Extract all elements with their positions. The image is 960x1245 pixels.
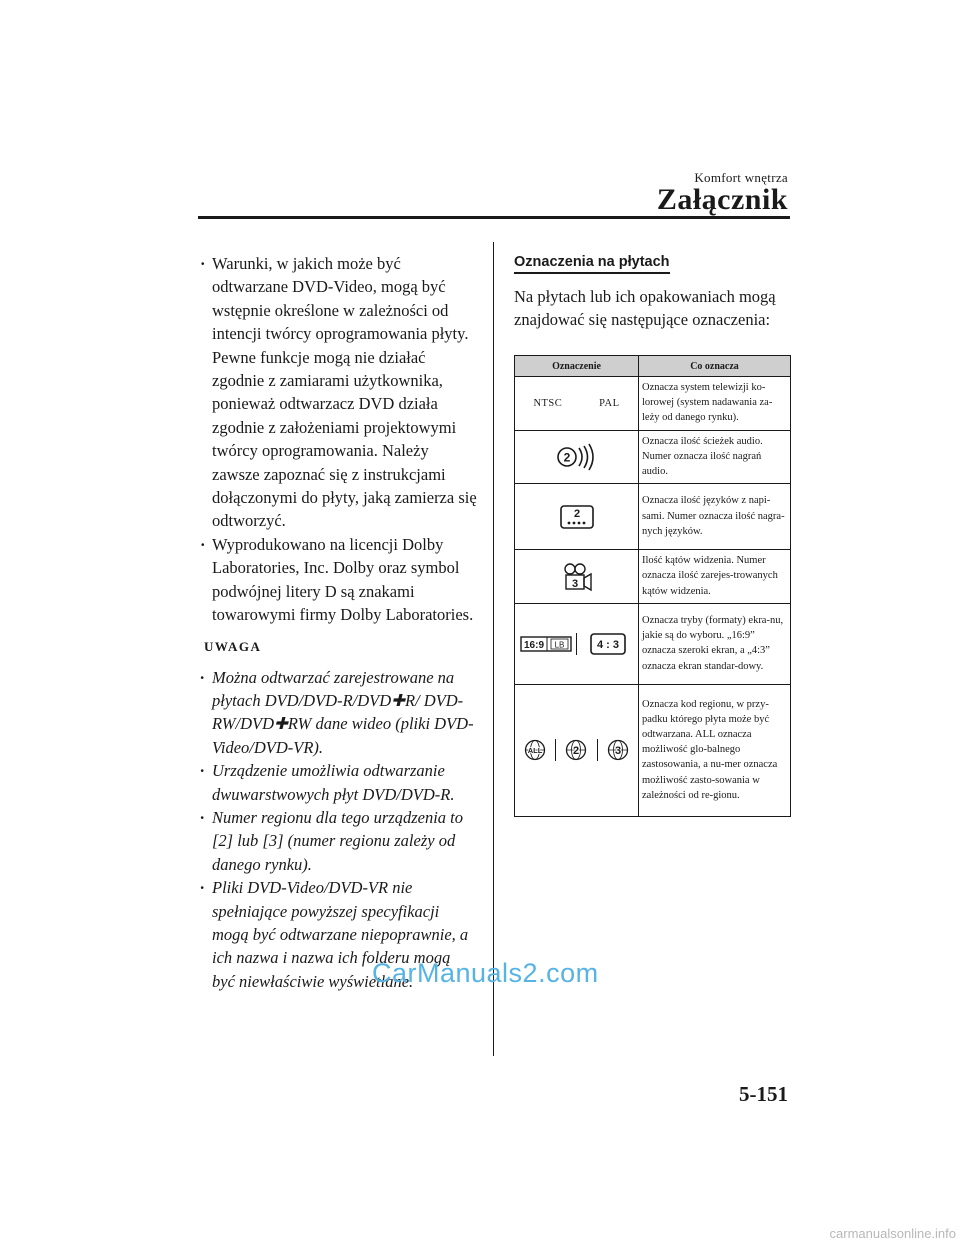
note-item: · Pliki DVD-Video/DVD-VR nie spełniające powyższej specyfikacji mogą być odtwarzane niepoprawnie, a ich nazwa i nazwa ich folderu mogą być niewłaściwie wyświetlane.: [197, 876, 477, 993]
note-item: · Można odtwarzać zarejestrowane na płytach DVD/DVD-R/DVD✚R/ DVD-RW/DVD✚RW dane wideo (pliki DVD-Video/DVD-VR).: [197, 666, 477, 760]
table-row: [515, 550, 791, 604]
audio-tracks-number: 2: [563, 450, 570, 465]
region-2-label: 2: [573, 745, 580, 758]
note-title: UWAGA: [204, 638, 262, 654]
page-title: Załącznik: [656, 183, 788, 216]
camera-angles-number: 3: [571, 577, 578, 590]
desc-cell: Oznacza ilość języków z napi-sami. Numer oznacza ilość nagra-nych języków.: [639, 484, 791, 550]
column-divider: [493, 242, 494, 1056]
table-row: [515, 430, 791, 484]
header-rule: [198, 216, 790, 219]
subtitles-icon: [515, 505, 638, 529]
letterbox-label: LB: [554, 640, 564, 650]
left-column: [197, 252, 477, 993]
note-item: · Urządzenie umożliwia odtwarzanie dwuwarstwowych płyt DVD/DVD-R.: [197, 759, 477, 806]
table-header-row: [515, 356, 791, 377]
desc-cell: Oznacza kod regionu, w przy-padku którego płyta może być odtwarzana. ALL oznacza możliwość glo-balnego zastosowania, a nu-mer oznacza możliwość zasto-sowania w zależności od re-gionu.: [639, 684, 791, 816]
table-row: [515, 684, 791, 816]
page-number: 5-151: [739, 1082, 788, 1106]
disc-marks-table: [514, 355, 791, 817]
table-row: [515, 603, 791, 684]
table-row: [515, 377, 791, 431]
widescreen-label: 16:9: [523, 639, 544, 651]
footer-watermark: carmanualsonline.info: [829, 1226, 956, 1241]
widescreen-mark: [515, 633, 576, 655]
standard-screen-mark: [576, 633, 638, 655]
ntsc-mark: NTSC: [533, 397, 563, 409]
region-all-icon: [515, 739, 555, 761]
audio-tracks-icon: [515, 442, 638, 472]
mark-cell: [515, 603, 639, 684]
desc-cell: Ilość kątów widzenia. Numer oznacza ilość zarejes-trowanych kątów widzenia.: [639, 550, 791, 604]
right-column: [514, 253, 790, 332]
desc-cell: Oznacza system telewizji ko-lorowej (system nadawania za-leży od danego rynku).: [639, 377, 791, 431]
region-3-icon: [597, 739, 638, 761]
mark-cell: [515, 550, 639, 604]
header-mark: Oznaczenie: [515, 356, 639, 377]
table-row: [515, 484, 791, 550]
subtitles-number: 2: [573, 507, 580, 520]
bullet-item: · Warunki, w jakich może być odtwarzane DVD-Video, mogą być wstępnie określone w zależności od intencji twórcy oprogramowania płyty. Pewne funkcje mogą nie działać zgodnie z zamiarami użytkownika, ponieważ odtwarzacz DVD działa zgodnie z założeniami projektowymi twórcy oprogramowania. Należy zawsze zapoznać się z instrukcjami dołączonymi do płyty, jaką zamierza się odtworzyć.: [197, 252, 477, 533]
region-2-icon: [555, 739, 596, 761]
intro-text: Na płytach lub ich opakowaniach mogą znajdować się następujące oznaczenia:: [514, 287, 776, 330]
watermark: CarManuals2.com: [372, 958, 599, 988]
header-meaning: Co oznacza: [639, 356, 791, 377]
mark-cell: [515, 377, 639, 431]
bullet-list: [197, 252, 477, 627]
note-list: [197, 666, 477, 994]
camera-angles-icon: [515, 562, 638, 592]
note-item: · Numer regionu dla tego urządzenia to [2] lub [3] (numer regionu zależy od danego rynku).: [197, 806, 477, 876]
desc-cell: Oznacza ilość ścieżek audio. Numer oznacza ilość nagrań audio.: [639, 430, 791, 484]
region-3-label: 3: [614, 745, 621, 758]
mark-cell: [515, 484, 639, 550]
mark-cell: [515, 430, 639, 484]
section-label: Komfort wnętrza: [694, 170, 788, 185]
section-title: Oznaczenia na płytach: [514, 254, 670, 274]
mark-cell: [515, 684, 639, 816]
standard-screen-label: 4 : 3: [596, 638, 619, 651]
desc-cell: Oznacza tryby (formaty) ekra-nu, jakie są do wyboru. „16:9” oznacza szeroki ekran, a „4:3” oznacza ekran standar-dowy.: [639, 603, 791, 684]
pal-mark: PAL: [599, 397, 620, 409]
bullet-item: · Wyprodukowano na licencji Dolby Laboratories, Inc. Dolby oraz symbol podwójnej litery D są znakami towarowymi firmy Dolby Laboratories.: [197, 533, 477, 627]
region-all-label: ALL: [527, 746, 543, 756]
